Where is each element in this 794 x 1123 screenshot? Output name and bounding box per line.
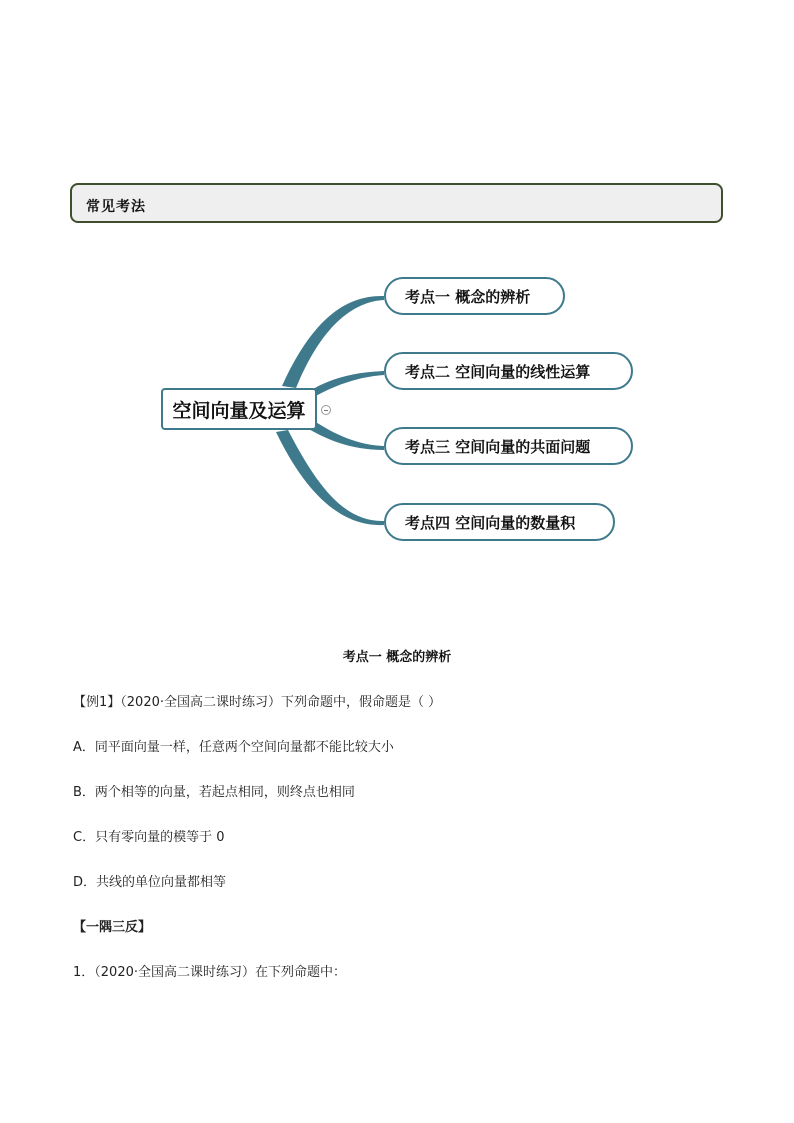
mindmap-branch-node: 考点二 空间向量的线性运算 [384, 352, 633, 390]
practice-item-1: 1．（2020·全国高二课时练习）在下列命题中： [73, 965, 346, 980]
practice-heading: 【一隅三反】 [73, 920, 152, 935]
mindmap-root-node: 空间向量及运算 [161, 388, 317, 430]
option-c: C．只有零向量的模等于 0 [73, 830, 225, 845]
option-d: D．共线的单位向量都相等 [73, 875, 227, 890]
banner-title: 常见考法 [86, 199, 146, 215]
connector-branch-2 [308, 371, 384, 398]
option-a: A．同平面向量一样，任意两个空间向量都不能比较大小 [73, 740, 394, 755]
mindmap-branch-node: 考点三 空间向量的共面问题 [384, 427, 633, 465]
example-stem: 【例1】（2020·全国高二课时练习）下列命题中，假命题是（ ） [73, 695, 442, 710]
mindmap-branch-node: 考点一 概念的辨析 [384, 277, 565, 315]
option-b: B．两个相等的向量，若起点相同，则终点也相同 [73, 785, 355, 800]
section-title: 考点一 概念的辨析 [342, 650, 452, 665]
mindmap-branch-node: 考点四 空间向量的数量积 [384, 503, 615, 541]
collapse-toggle-icon[interactable] [321, 405, 331, 415]
